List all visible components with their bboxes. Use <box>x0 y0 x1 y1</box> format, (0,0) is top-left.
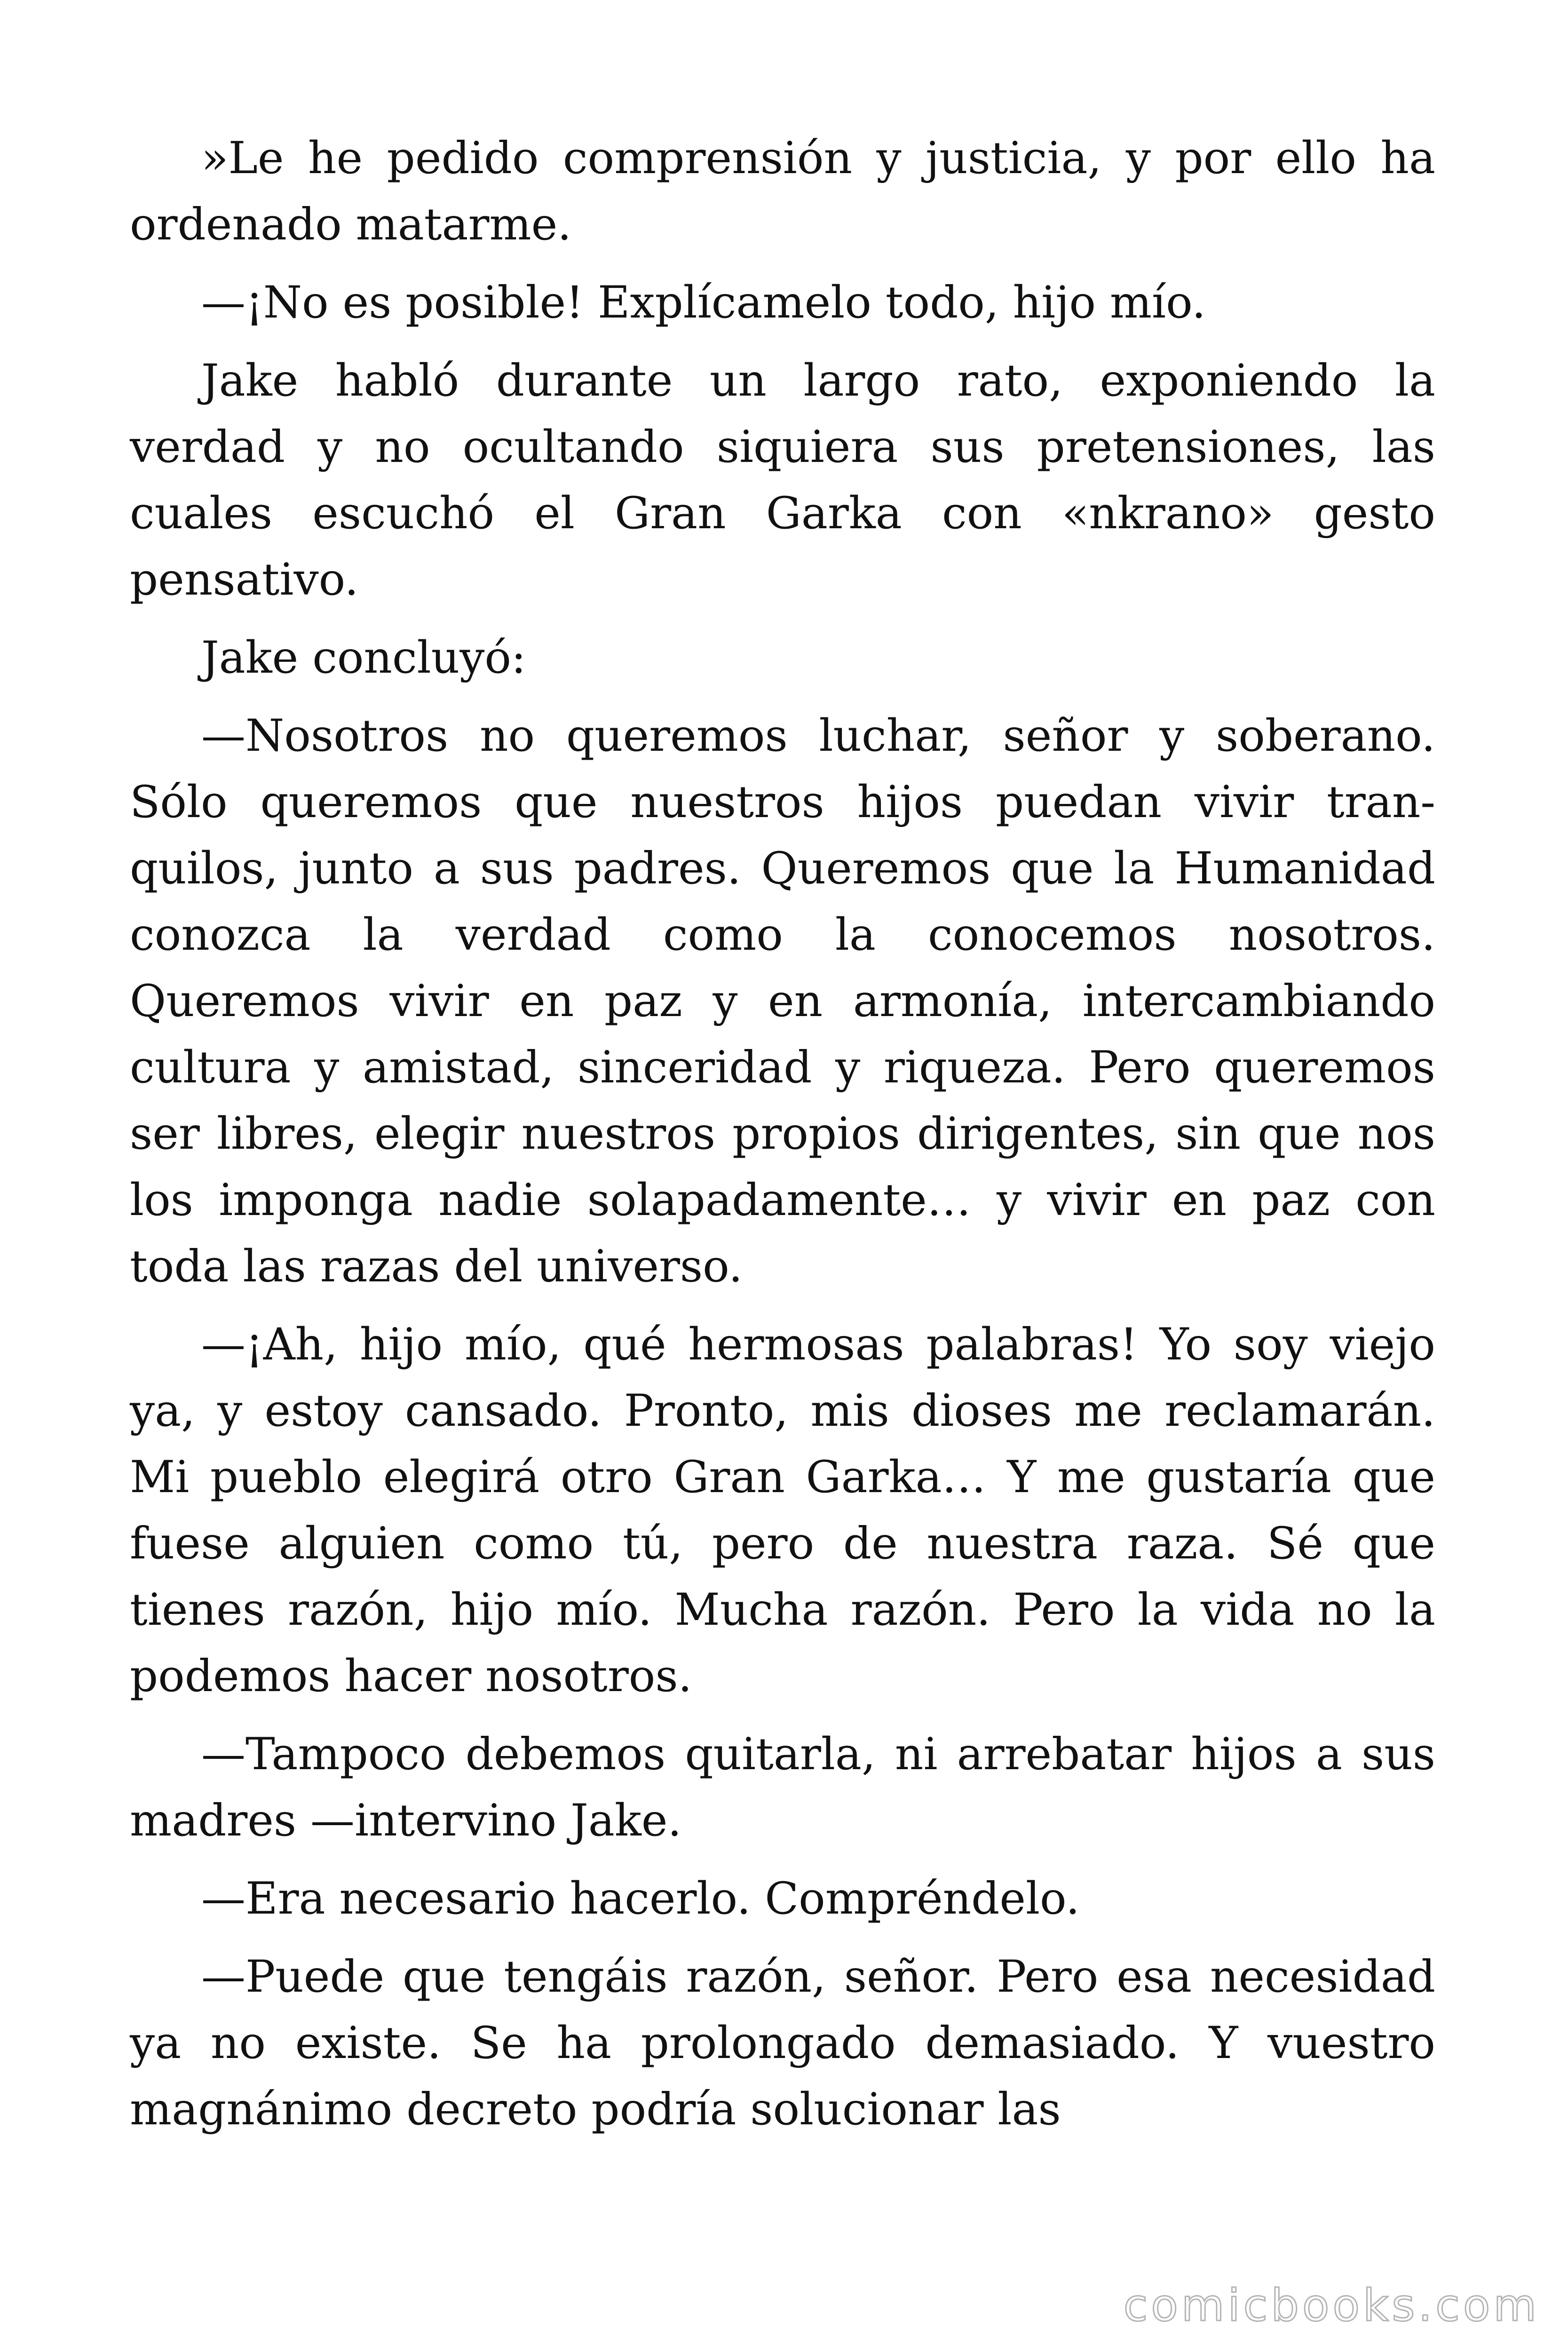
paragraph: Jake habló durante un largo rato, exponiendo la verdad y no ocultando siquiera sus pretensiones, las cuales escuchó el Gran Garka con «nkrano» gesto pensativo. <box>130 355 1435 605</box>
paragraph: »Le he pedido comprensión y justicia, y por ello ha ordenado matarme. <box>130 133 1435 250</box>
paragraph: Jake concluyó: <box>201 632 526 683</box>
paragraph: —¡Ah, hijo mío, qué hermosas palabras! Yo soy viejo ya, y estoy cansado. Pronto, mis dioses me reclamarán. Mi pueblo elegirá otro Gran Garka… Y me gustaría que fuese alguien como tú, pero de nuestra raza. Sé que tienes razón, hijo mío. Mucha razón. Pero la vida no la podemos hacer nosotros. <box>130 1319 1435 1702</box>
watermark: comicbooks.com <box>1123 2280 1540 2331</box>
paragraph: —Tampoco debemos quitarla, ni arrebatar hijos a sus madres —intervino Jake. <box>130 1729 1435 1846</box>
paragraph: —¡No es posible! Explícamelo todo, hijo mío. <box>201 277 1206 328</box>
paragraph: —Puede que tengáis razón, señor. Pero esa necesidad ya no existe. Se ha prolongado demasiado. Y vuestro magnánimo decreto podría solucionar las <box>130 1951 1435 2135</box>
text-column <box>130 125 1435 2154</box>
paragraph: —Nosotros no queremos luchar, señor y soberano. Sólo queremos que nuestros hijos puedan vivir tranquilos, junto a sus padres. Queremos que la Humanidad conozca la verdad como la conocemos nosotros. Queremos vivir en paz y en armonía, intercambiando cultura y amistad, sinceridad y riqueza. Pero queremos ser libres, elegir nuestros propios dirigentes, sin que nos los imponga nadie solapadamente… y vivir en paz con toda las razas del universo. <box>130 710 1435 1292</box>
paragraph: —Era necesario hacerlo. Compréndelo. <box>201 1873 1080 1924</box>
